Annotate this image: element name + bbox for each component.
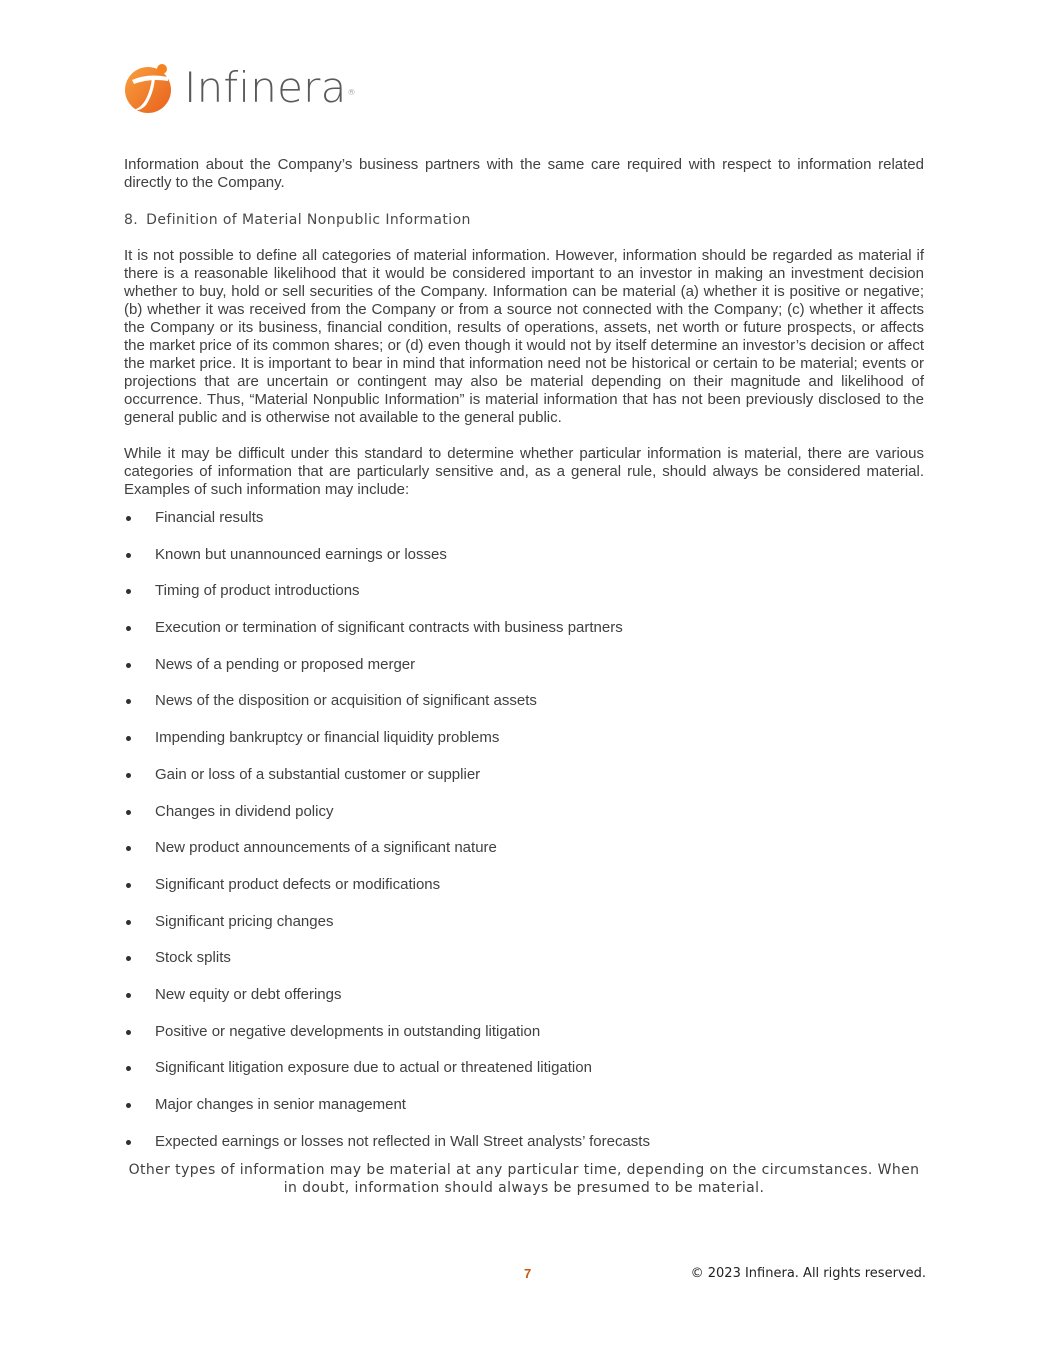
list-item: New equity or debt offerings [124,986,924,1023]
examples-paragraph: While it may be difficult under this standard to determine whether particular information is material, there are various categories of information that are particularly sensitive and, as a general rule, should always be considered material. Examples of such information may include: [124,445,924,498]
list-item: Significant pricing changes [124,913,924,950]
material-information-list [124,509,924,1169]
list-item: Impending bankruptcy or financial liquidity problems [124,729,924,766]
list-item: Known but unannounced earnings or losses [124,546,924,583]
intro-paragraph: Information about the Company’s business partners with the same care required with respect to information related directly to the Company. [124,156,924,191]
list-item: Significant litigation exposure due to actual or threatened litigation [124,1059,924,1096]
list-item: Significant product defects or modifications [124,876,924,913]
list-item: News of a pending or proposed merger [124,656,924,693]
list-item: Gain or loss of a substantial customer or supplier [124,766,924,803]
list-item: Major changes in senior management [124,1096,924,1133]
list-item: Execution or termination of significant contracts with business partners [124,619,924,656]
list-item: Financial results [124,509,924,546]
list-item: New product announcements of a significant nature [124,839,924,876]
list-item: Stock splits [124,949,924,986]
section-heading [124,211,924,229]
company-logo [124,60,356,116]
section-number: 8. [124,212,139,228]
list-item: Positive or negative developments in outstanding litigation [124,1023,924,1060]
section-title: Definition of Material Nonpublic Information [146,212,471,228]
logo-wordmark: Infinera® [184,63,356,112]
document-body [124,156,924,1197]
list-item: Changes in dividend policy [124,803,924,840]
copyright-notice: © 2023 Infinera. All rights reserved. [690,1266,926,1281]
infinera-logo-icon [124,61,176,115]
list-item: Timing of product introductions [124,582,924,619]
page-number: 7 [524,1266,532,1281]
definition-paragraph: It is not possible to define all categories of material information. However, information should be regarded as material if there is a reasonable likelihood that it would be considered important to an investor in making an investment decision whether to buy, hold or sell securities of the Company. Information can be material (a) whether it is positive or negative; (b) whether it was received from the Company or from a source not connected with the Company; (c) whether it affects the Company or its business, financial condition, results of operations, assets, net worth or future prospects, or affects the market price of its common shares; or (d) even though it would not by itself determine an investor’s decision or affect the market price. It is important to bear in mind that information need not be historical or certain to be material; events or projections that are uncertain or contingent may also be material depending on their magnitude and likelihood of occurrence. Thus, “Material Nonpublic Information” is material information that has not been previously disclosed to the general public and is otherwise not available to the general public. [124,247,924,426]
list-item: News of the disposition or acquisition of significant assets [124,692,924,729]
list-item: Expected earnings or losses not reflected in Wall Street analysts’ forecasts [124,1133,924,1170]
closing-paragraph: Other types of information may be material at any particular time, depending on the circumstances. When in doubt, information should always be presumed to be material. [128,1162,920,1197]
